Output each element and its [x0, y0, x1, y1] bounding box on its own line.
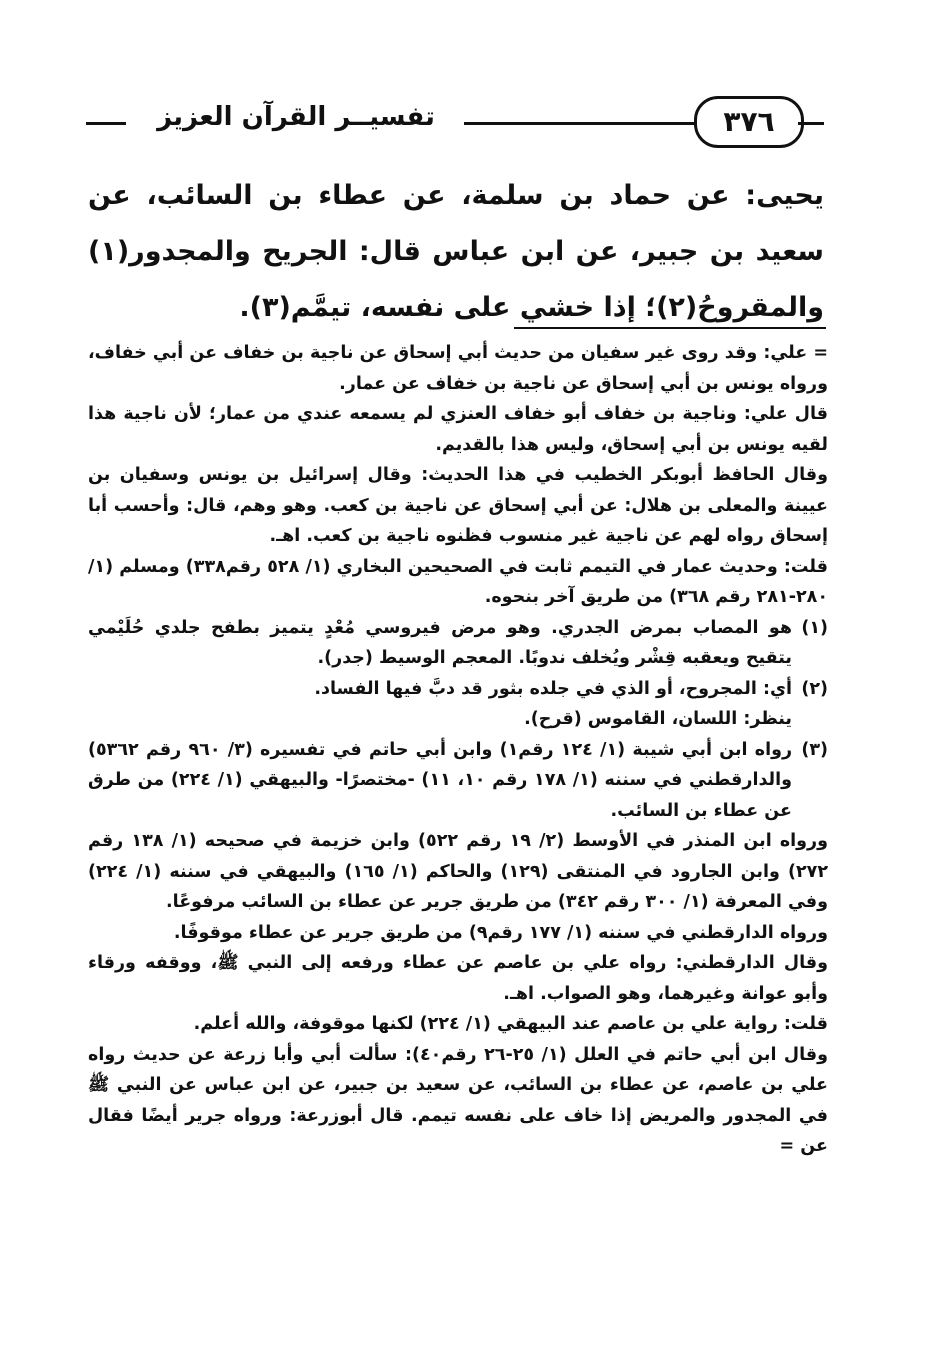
- header-rule: [86, 122, 126, 125]
- footnote-text: هو المصاب بمرض الجدري. وهو مرض فيروسي مُعْدٍ يتميز بطفح جلدي حُلَيْمي يتقيح ويعقبه قِشْر ويُخلف ندوبًا. المعجم الوسيط (جدر).: [88, 617, 792, 668]
- footnote-1: [88, 613, 828, 674]
- footnote-3: [88, 735, 828, 827]
- footnote-text: ورواه ابن المنذر في الأوسط (٢/ ١٩ رقم ٥٢٢) وابن خزيمة في صحيحه (١/ ١٣٨ رقم ٢٧٢) وابن الجارود في المنتقى (١٢٩) والحاكم (١/ ١٦٥) والبيهقي في سننه (١/ ٢٢٤) وفي المعرفة (١/ ٣٠٠ رقم ٣٤٢) من طريق جرير عن عطاء بن السائب مرفوعًا.: [88, 831, 828, 912]
- footnote-text: وقال ابن أبي حاتم في العلل (١/ ٢٥-٢٦ رقم٤٠): سألت أبي وأبا زرعة عن حديث رواه علي بن عاصم، عن عطاء بن السائب، عن سعيد بن جبير، عن ابن عباس عن النبي ﷺ في المجدور والمريض إذا خاف على نفسه تيمم. قال أبوزرعة: ورواه جرير أيضًا فقال عن =: [88, 1044, 829, 1156]
- footnote-number: (٢): [801, 678, 828, 699]
- main-paragraph: عن حماد بن سلمة، عن عطاء بن السائب، عن سعيد بن جبير، عن ابن عباس قال: الجريح والمجدور(١) والمقروحُ(٢)؛ إذا خشي على نفسه، تيمَّم(٣).: [88, 180, 824, 323]
- continued-note-paragraph: وقال الحافظ أبوبكر الخطيب في هذا الحديث: وقال إسرائيل بن يونس وسفيان بن عيينة والمعلى بن هلال: عن أبي إسحاق عن ناجية بن كعب. وهو وهم، قال: وأحسب أبا إسحاق رواه لهم عن ناجية غير منسوب فظنوه ناجية بن كعب. اهـ.: [88, 465, 828, 546]
- footnotes: [88, 338, 828, 1162]
- footnote-2: [88, 674, 828, 735]
- footnote-text: قلت: رواية علي بن عاصم عند البيهقي (١/ ٢٢٤) لكنها موقوفة، والله أعلم.: [193, 1014, 828, 1034]
- footnote-text: أي: المجروح، أو الذي في جلده بثور قد دبَّ فيها الفساد.: [314, 678, 792, 699]
- footnote-text: وقال الدارقطني: رواه علي بن عاصم عن عطاء ورفعه إلى النبي ﷺ، ووقفه ورقاء وأبو عوانة وغيرهما، وهو الصواب. اهـ.: [88, 953, 828, 1004]
- footnote-number: (٣): [801, 739, 828, 760]
- footnote-number: (١): [801, 617, 828, 638]
- footnote-text: ينظر: اللسان، القاموس (قرح).: [524, 709, 792, 729]
- footnote-text: ورواه الدارقطني في سننه (١/ ١٧٧ رقم٩) من طريق جرير عن عطاء موقوفًا.: [173, 922, 828, 943]
- book-title: تفسيــر القرآن العزيز: [157, 102, 435, 132]
- continued-note-paragraph: قلت: وحديث عمار في التيمم ثابت في الصحيحين البخاري (١/ ٥٢٨ رقم٣٣٨) ومسلم (١/ ٢٨٠-٢٨١ رقم ٣٦٨) من طريق آخر بنحوه.: [88, 556, 828, 607]
- main-text: [88, 168, 824, 336]
- page-number: ٣٧٦: [694, 96, 804, 148]
- running-header: [86, 92, 826, 152]
- speaker-name: يحيى:: [745, 180, 825, 211]
- header-rule: [798, 122, 824, 125]
- continued-note-paragraph: قال علي: وناجية بن خفاف أبو خفاف العنزي لم يسمعه عندي من عمار؛ لأن ناجية هذا لقيه يونس بن أبي إسحاق، وليس هذا بالقديم.: [88, 404, 828, 455]
- footnote-divider: [514, 327, 826, 329]
- footnote-text: رواه ابن أبي شيبة (١/ ١٢٤ رقم١) وابن أبي حاتم في تفسيره (٣/ ٩٦٠ رقم ٥٣٦٢) والدارقطني في سننه (١/ ١٧٨ رقم ١٠، ١١) -مختصرًا- والبيهقي (١/ ٢٢٤) من طرق عن عطاء بن السائب.: [88, 739, 793, 821]
- continued-note-paragraph: = علي: وقد روى غير سفيان من حديث أبي إسحاق عن ناجية بن خفاف عن أبي خفاف، ورواه يونس بن أبي إسحاق عن ناجية بن خفاف عن عمار.: [88, 343, 828, 394]
